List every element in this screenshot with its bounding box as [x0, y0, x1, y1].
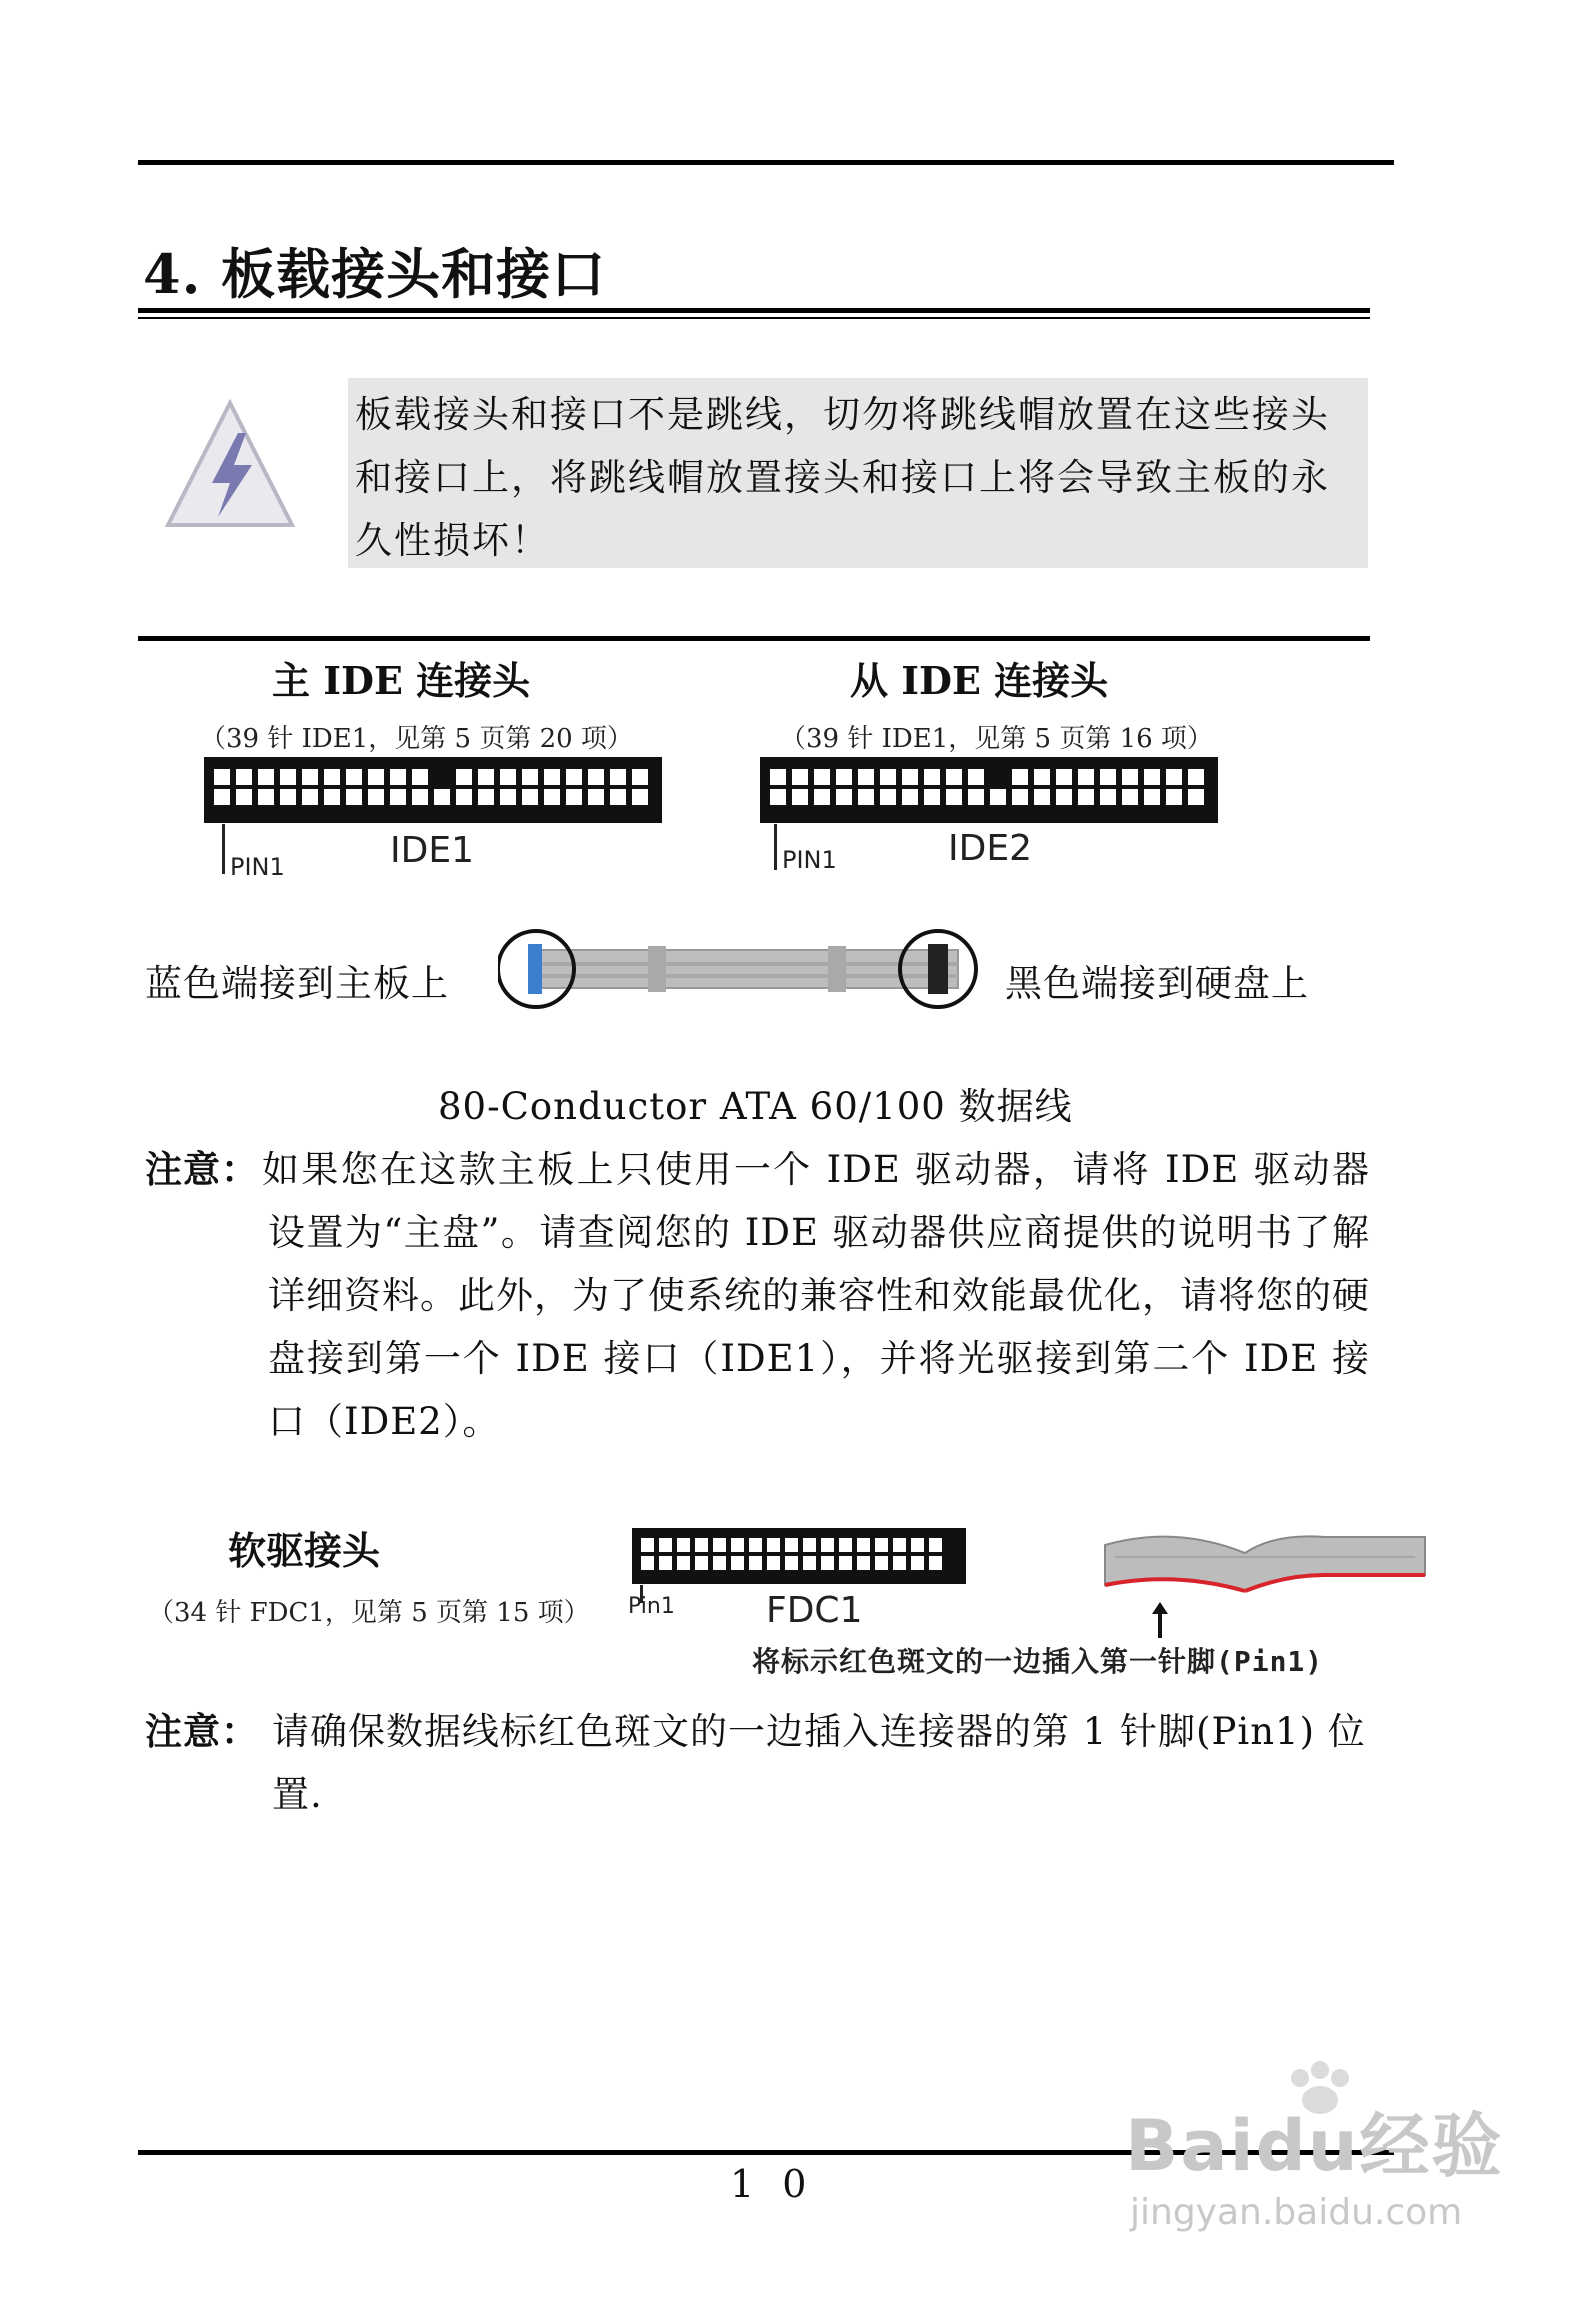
connector-pin: [990, 769, 1006, 785]
connector-pin: [346, 769, 362, 785]
connector-pin: [902, 789, 918, 805]
connector-pin: [911, 1556, 924, 1570]
connector-pin: [946, 789, 962, 805]
floppy-subtitle: （34 针 FDC1，见第 5 页第 15 项）: [148, 1598, 590, 1628]
connector-pin: [324, 789, 340, 805]
floppy-cable-caption: 将标示红色斑文的一边插入第一针脚(Pin1): [752, 1645, 1324, 1678]
connector-pin: [588, 769, 604, 785]
connector-pin: [434, 789, 450, 805]
connector-pin: [1144, 769, 1160, 785]
connector-pin: [258, 769, 274, 785]
connector-pin: [731, 1538, 744, 1552]
ide-secondary-heading: 从 IDE 连接头: [850, 658, 1109, 703]
connector-pin: [588, 789, 604, 805]
connector-pin: [749, 1538, 762, 1552]
cable-caption: 80-Conductor ATA 60/100 数据线: [438, 1085, 1073, 1128]
ide-secondary-subtitle: （39 针 IDE1，见第 5 页第 16 项）: [780, 724, 1213, 754]
connector-pin: [1056, 769, 1072, 785]
connector-pin: [880, 769, 896, 785]
connector-pin: [839, 1556, 852, 1570]
connector-pin: [968, 769, 984, 785]
section-title: 4. 板载接头和接口: [143, 242, 607, 306]
connector-pin: [858, 769, 874, 785]
connector-pin: [839, 1538, 852, 1552]
ide1-pin1-marker: [222, 824, 225, 874]
note1-text: 如果您在这款主板上只使用一个 IDE 驱动器，请将 IDE 驱动器设置为“主盘”。请查阅您的 IDE 驱动器供应商提供的说明书了解详细资料。此外，为了使系统的兼容性和效能最优化，请将您的硬盘接到第一个 IDE 接口（IDE1），并将光驱接到第二个 IDE 接口（IDE2）。: [262, 1148, 1370, 1443]
ide2-pin-grid: [770, 769, 1204, 805]
ide2-pin1-label: PIN1: [782, 846, 837, 874]
connector-pin: [390, 789, 406, 805]
floppy-heading: 软驱接头: [228, 1528, 381, 1573]
connector-pin: [677, 1538, 690, 1552]
connector-pin: [1122, 769, 1138, 785]
connector-pin: [566, 769, 582, 785]
connector-pin: [610, 769, 626, 785]
connector-pin: [858, 789, 874, 805]
connector-pin: [302, 789, 318, 805]
connector-pin: [544, 769, 560, 785]
page-number: 1 0: [730, 2162, 815, 2206]
connector-pin: [610, 789, 626, 805]
watermark-url: jingyan.baidu.com: [1130, 2192, 1463, 2233]
connector-pin: [280, 769, 296, 785]
connector-pin: [902, 769, 918, 785]
note1-label: 注意：: [145, 1147, 259, 1191]
ide-primary-subtitle: （39 针 IDE1，见第 5 页第 20 项）: [200, 724, 633, 754]
fdc1-pin-grid: [641, 1538, 942, 1570]
ide1-connector: [204, 757, 662, 823]
connector-pin: [434, 769, 450, 785]
connector-pin: [924, 769, 940, 785]
connector-pin: [767, 1556, 780, 1570]
connector-pin: [1056, 789, 1072, 805]
connector-pin: [1034, 769, 1050, 785]
connector-pin: [544, 789, 560, 805]
connector-pin: [785, 1538, 798, 1552]
warning-text: 板载接头和接口不是跳线，切勿将跳线帽放置在这些接头和接口上，将跳线帽放置接头和接口上将会导致主板的永久性损坏！: [355, 393, 1330, 562]
connector-pin: [641, 1556, 654, 1570]
top-rule: [138, 160, 1394, 165]
connector-pin: [412, 769, 428, 785]
connector-pin: [478, 789, 494, 805]
connector-pin: [893, 1538, 906, 1552]
connector-pin: [1188, 769, 1204, 785]
connector-pin: [280, 789, 296, 805]
connector-pin: [258, 789, 274, 805]
connector-pin: [836, 769, 852, 785]
connector-pin: [324, 769, 340, 785]
connector-pin: [857, 1556, 870, 1570]
connector-pin: [968, 789, 984, 805]
fdc1-label: FDC1: [766, 1590, 863, 1631]
ide1-pin1-label: PIN1: [230, 853, 285, 881]
arrow-up-icon: [1150, 1602, 1170, 1638]
connector-pin: [929, 1556, 942, 1570]
connector-pin: [929, 1538, 942, 1552]
floppy-cable-image: [1095, 1515, 1430, 1605]
connector-pin: [814, 769, 830, 785]
connector-pin: [456, 769, 472, 785]
ide2-label: IDE2: [948, 828, 1032, 869]
title-underline: [138, 308, 1370, 313]
ide1-label: IDE1: [390, 830, 474, 871]
connector-pin: [1188, 789, 1204, 805]
connector-pin: [1012, 769, 1028, 785]
title-underline-thin: [138, 317, 1370, 319]
ide2-pin1-marker: [774, 824, 777, 870]
connector-pin: [695, 1556, 708, 1570]
connector-pin: [412, 789, 428, 805]
ide2-connector: [760, 757, 1218, 823]
connector-pin: [390, 769, 406, 785]
connector-pin: [500, 789, 516, 805]
connector-pin: [857, 1538, 870, 1552]
connector-pin: [990, 789, 1006, 805]
warning-icon: [160, 395, 300, 535]
connector-pin: [946, 769, 962, 785]
connector-pin: [368, 769, 384, 785]
connector-pin: [1078, 789, 1094, 805]
connector-pin: [1100, 789, 1116, 805]
connector-pin: [803, 1538, 816, 1552]
connector-pin: [792, 789, 808, 805]
connector-pin: [924, 789, 940, 805]
connector-pin: [836, 789, 852, 805]
connector-pin: [659, 1556, 672, 1570]
ide-primary-heading: 主 IDE 连接头: [272, 658, 531, 703]
cable-left-label: 蓝色端接到主板上: [145, 962, 449, 1005]
connector-pin: [214, 789, 230, 805]
connector-pin: [875, 1538, 888, 1552]
connector-pin: [632, 769, 648, 785]
connector-pin: [713, 1556, 726, 1570]
connector-pin: [1100, 769, 1116, 785]
connector-pin: [214, 769, 230, 785]
connector-pin: [659, 1538, 672, 1552]
connector-pin: [767, 1538, 780, 1552]
ide-cable-image: [498, 920, 990, 1020]
fdc1-pin1-label: Pin1: [628, 1594, 675, 1619]
connector-pin: [478, 769, 494, 785]
connector-pin: [632, 789, 648, 805]
ide-section-rule: [138, 636, 1370, 641]
connector-pin: [368, 789, 384, 805]
connector-pin: [1078, 769, 1094, 785]
connector-pin: [1012, 789, 1028, 805]
connector-pin: [346, 789, 362, 805]
connector-pin: [566, 789, 582, 805]
connector-pin: [814, 789, 830, 805]
connector-pin: [749, 1556, 762, 1570]
connector-pin: [713, 1538, 726, 1552]
fdc1-connector: [632, 1528, 966, 1584]
connector-pin: [821, 1538, 834, 1552]
connector-pin: [500, 769, 516, 785]
watermark-brand: Baidu经验: [1125, 2105, 1504, 2187]
connector-pin: [1166, 769, 1182, 785]
note2-label: 注意：: [145, 1709, 259, 1753]
connector-pin: [880, 789, 896, 805]
connector-pin: [875, 1556, 888, 1570]
connector-pin: [770, 769, 786, 785]
connector-pin: [893, 1556, 906, 1570]
connector-pin: [1166, 789, 1182, 805]
connector-pin: [803, 1556, 816, 1570]
cable-right-label: 黑色端接到硬盘上: [1005, 962, 1309, 1005]
ide1-pin-grid: [214, 769, 648, 805]
connector-pin: [731, 1556, 744, 1570]
connector-pin: [236, 769, 252, 785]
note2-text: 请确保数据线标红色斑文的一边插入连接器的第 1 针脚(Pin1) 位置.: [272, 1710, 1366, 1816]
connector-pin: [677, 1556, 690, 1570]
connector-pin: [1034, 789, 1050, 805]
connector-pin: [1122, 789, 1138, 805]
connector-pin: [695, 1538, 708, 1552]
connector-pin: [770, 789, 786, 805]
connector-pin: [236, 789, 252, 805]
connector-pin: [785, 1556, 798, 1570]
connector-pin: [1144, 789, 1160, 805]
connector-pin: [456, 789, 472, 805]
connector-pin: [911, 1538, 924, 1552]
connector-pin: [641, 1538, 654, 1552]
connector-pin: [792, 769, 808, 785]
connector-pin: [522, 789, 538, 805]
connector-pin: [522, 769, 538, 785]
connector-pin: [302, 769, 318, 785]
connector-pin: [821, 1556, 834, 1570]
